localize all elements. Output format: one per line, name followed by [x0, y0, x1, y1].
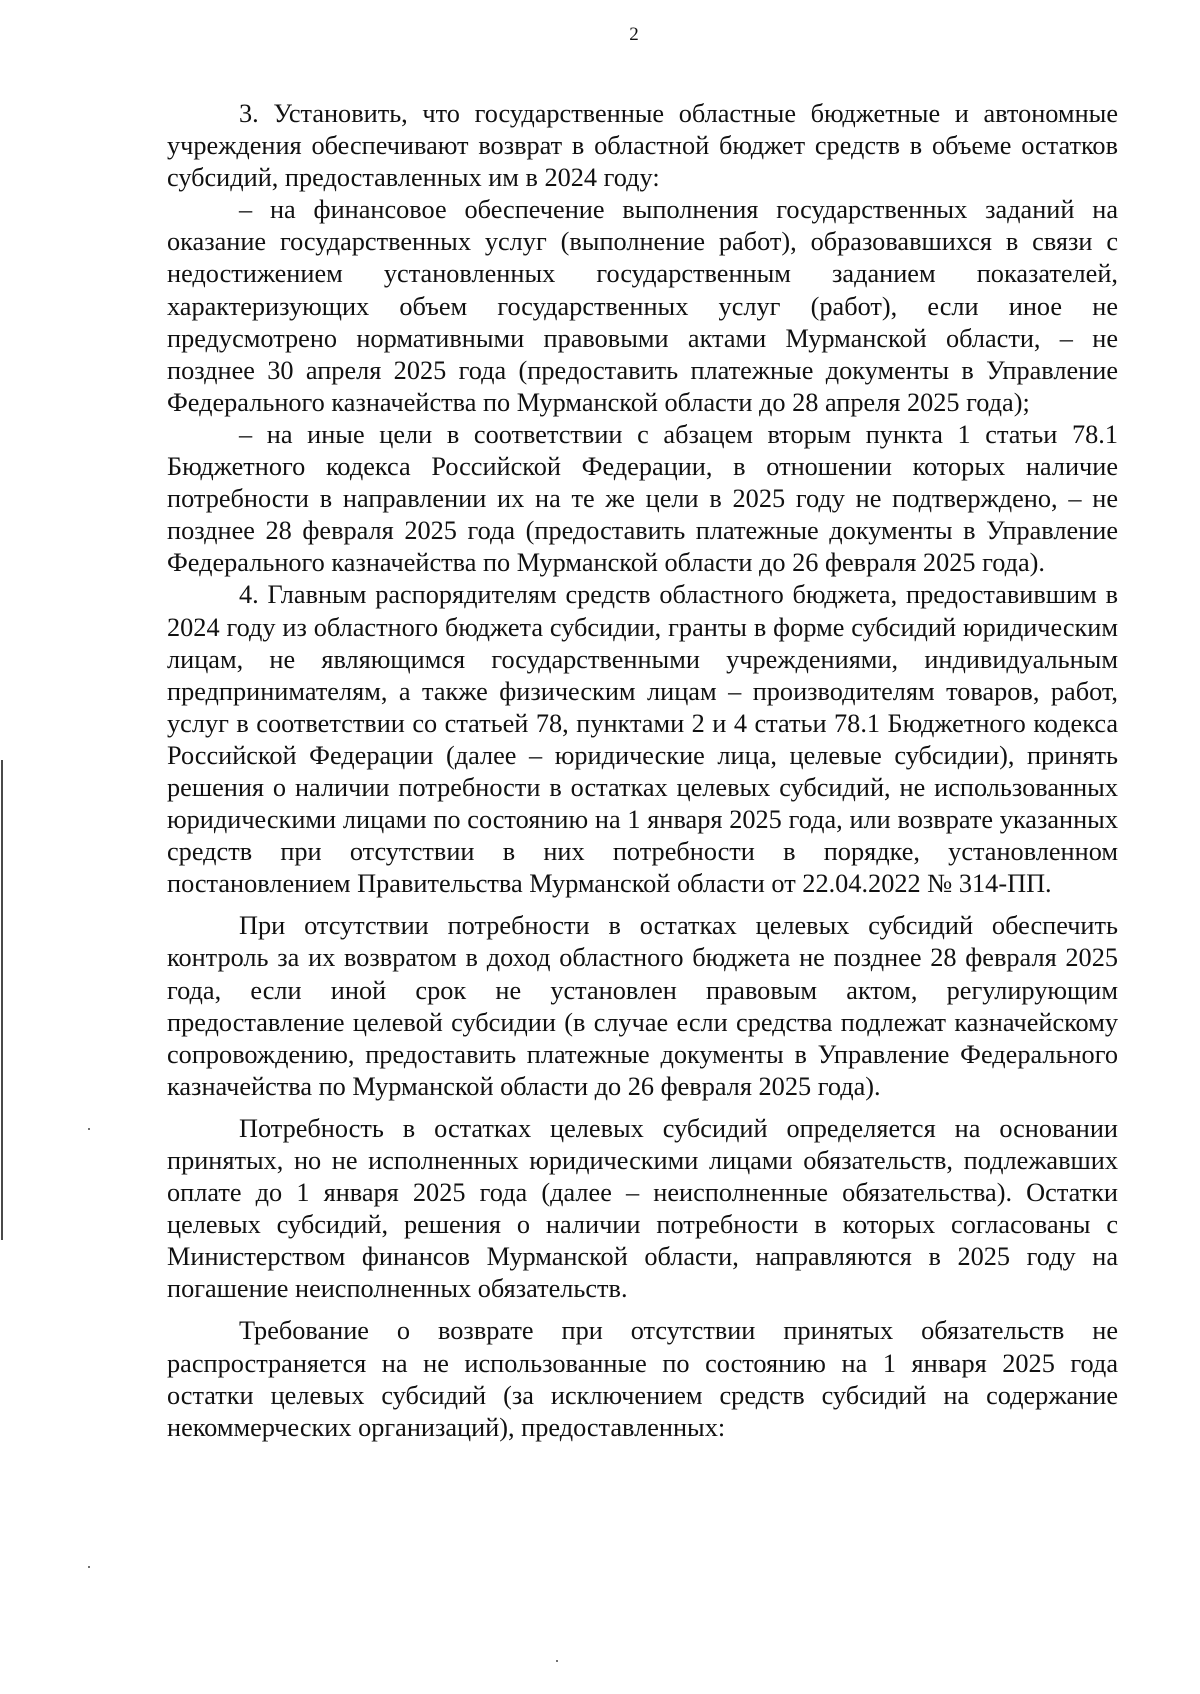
document-body	[167, 98, 1118, 1444]
paragraph-3-item-state-assignments: – на финансовое обеспечение выполнения государственных заданий на оказание государственных услуг (выполнение работ), образовавшихся в связи с недостижением установленных государственным заданием показателей, характеризующих объем государственных услуг (работ), если иное не предусмотрено нормативными правовыми актами Мурманской области, – не позднее 30 апреля 2025 года (предоставить платежные документы в Управление Федерального казначейства по Мурманской области до 28 апреля 2025 года);	[167, 195, 1118, 417]
paragraph-3: 3. Установить, что государственные областные бюджетные и автономные учреждения обеспечивают возврат в областной бюджет средств в объеме остатков субсидий, предоставленных им в 2024 году:	[167, 99, 1118, 193]
paragraph-4-need-definition: Потребность в остатках целевых субсидий определяется на основании принятых, но не исполненных юридическими лицами обязательств, подлежавших оплате до 1 января 2025 года (далее – неисполненные обязательства). Остатки целевых субсидий, решения о наличии потребности в которых согласованы с Министерством финансов Мурманской области, направляются в 2025 году на погашение неисполненных обязательств.	[167, 1113, 1118, 1304]
scan-dust-dot	[88, 1128, 90, 1130]
page-number: 2	[629, 24, 639, 45]
scan-dust-dot	[556, 1660, 558, 1662]
paragraph-3-item-other-purposes: – на иные цели в соответствии с абзацем вторым пункта 1 статьи 78.1 Бюджетного кодекса Российской Федерации, в отношении которых наличие потребности в направлении их на те же цели в 2025 году не подтверждено, – не позднее 28 февраля 2025 года (предоставить платежные документы в Управление Федерального казначейства по Мурманской области до 26 февраля 2025 года).	[167, 419, 1118, 578]
paragraph-4: 4. Главным распорядителям средств областного бюджета, предоставившим в 2024 году из областного бюджета субсидии, гранты в форме субсидий юридическим лицам, не являющимся государственными учреждениями, индивидуальным предпринимателям, а также физическим лицам – производителям товаров, работ, услуг в соответствии со статьей 78, пунктами 2 и 4 статьи 78.1 Бюджетного кодекса Российской Федерации (далее – юридические лица, целевые субсидии), принять решения о наличии потребности в остатках целевых субсидий, не использованных юридическими лицами по состоянию на 1 января 2025 года, или возврате указанных средств при отсутствии в них потребности в порядке, установленном постановлением Правительства Мурманской области от 22.04.2022 № 314-ПП.	[167, 580, 1118, 899]
paragraph-4-return-control: При отсутствии потребности в остатках целевых субсидий обеспечить контроль за их возвратом в доход областного бюджета не позднее 28 февраля 2025 года, если иной срок не установлен правовым актом, регулирующим предоставление целевой субсидии (в случае если средства подлежат казначейскому сопровождению, предоставить платежные документы в Управление Федерального казначейства по Мурманской области до 26 февраля 2025 года).	[167, 911, 1118, 1101]
paragraph-4-return-requirement: Требование о возврате при отсутствии принятых обязательств не распространяется на не использованные по состоянию на 1 января 2025 года остатки целевых субсидий (за исключением средств субсидий на содержание некоммерческих организаций), предоставленных:	[167, 1316, 1118, 1442]
scan-edge-mark	[1, 760, 3, 1240]
scan-dust-dot	[88, 1566, 90, 1568]
